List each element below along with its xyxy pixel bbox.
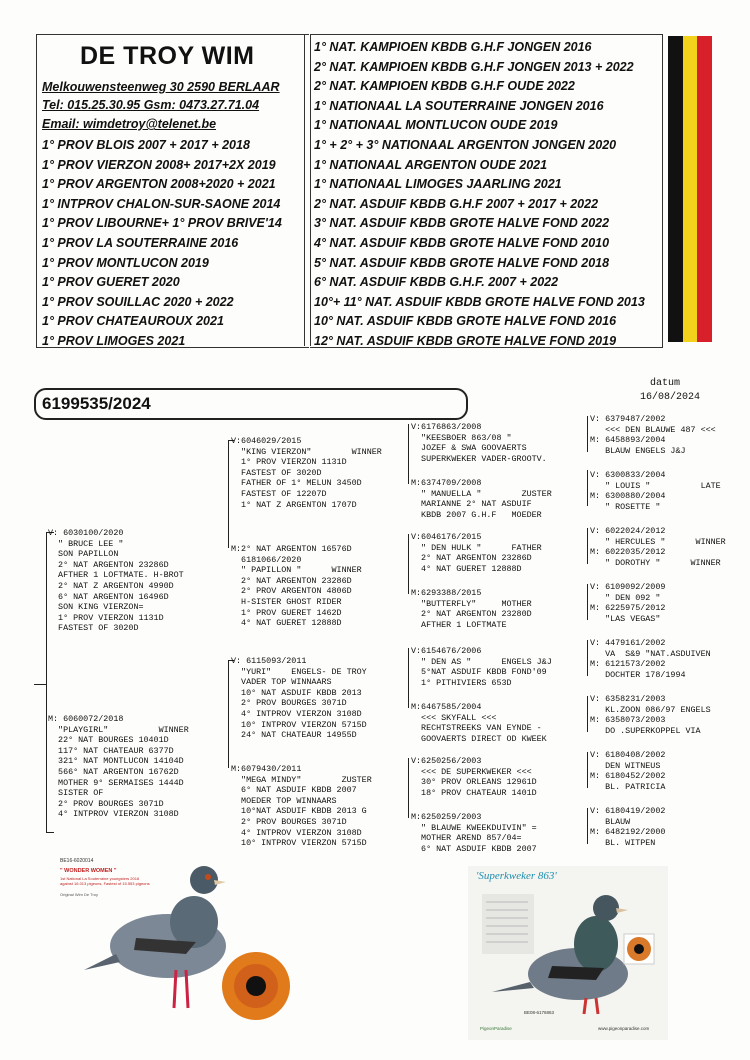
connector-line [46, 832, 54, 833]
photo-left-ring: BE16-6020014 [60, 858, 94, 864]
left-result-item: 1° PROV CHATEAUROUX 2021 [42, 314, 224, 329]
great-great-grandparent-card: V: 6300833/2004 " LOUIS " LATE M: 6300880/2004 " ROSETTE " [590, 470, 721, 512]
right-result-item: 5° NAT. ASDUIF KBDB GROTE HALVE FOND 2018 [314, 255, 610, 270]
left-result-item: 1° INTPROV CHALON-SUR-SAONE 2014 [42, 196, 281, 211]
right-result-item: 2° NAT. ASDUIF KBDB G.H.F 2007 + 2017 + 2022 [314, 196, 599, 211]
great-grandparent-card: M:6293388/2015 "BUTTERFLY" MOTHER 2° NAT ARGENTON 23280D AFTHER 1 LOFTMATE [411, 588, 532, 630]
photo-right-url: www.pigeonparadise.com [598, 1026, 650, 1031]
great-grandparent-card: V:6250256/2003 <<< DE SUPERKWEKER <<< 30° PROV ORLEANS 12961D 18° PROV CHATEAUR 1401D [411, 756, 537, 798]
connector-line [587, 808, 588, 844]
connector-line [228, 660, 229, 768]
left-result-item: 1° PROV BLOIS 2007 + 2017 + 2018 [42, 138, 250, 152]
flag-stripe [668, 36, 683, 342]
photo-right-title: 'Superkweker 863' [476, 870, 557, 882]
grandmother-paternal-card: M:2° NAT ARGENTON 16576D 6181066/2020 " PAPILLON " WINNER 2° NAT ARGENTON 23286D 2° PROV ARGENTON 4806D H-SISTER GHOST RIDER 1° PROV GUERET 1462D 4° NAT GUERET 12888D [231, 544, 362, 629]
right-result-item: 2° NAT. KAMPIOEN KBDB G.H.F JONGEN 2013 + 2022 [314, 59, 634, 74]
right-result-item: 1° NATIONAAL MONTLUCON OUDE 2019 [314, 118, 558, 133]
right-result-item: 6° NAT. ASDUIF KBDB G.H.F. 2007 + 2022 [314, 275, 559, 290]
right-result-item: 10°+ 11° NAT. ASDUIF KBDB GROTE HALVE FOND 2013 [314, 294, 645, 309]
left-result-item: 1° PROV VIERZON 2008+ 2017+2X 2019 [42, 157, 276, 172]
great-grandparent-card: V:6176863/2008 "KEESBOER 863/08 " JOZEF & SWA GOOVAERTS SUPERKWEKER VADER-GROOTV. [411, 422, 547, 464]
connector-line [587, 584, 588, 620]
great-grandparent-card: M:6467585/2004 <<< SKYFALL <<< RECHTSTREEKS VAN EYNDE - GOOVAERTS DIRECT OD KWEEK [411, 702, 547, 744]
mother-card: M: 6060072/2018 "PLAYGIRL" WINNER 22° NAT BOURGES 10401D 117° NAT CHATEAUR 6377D 321° NAT MONTLUCON 14104D 566° NAT ARGENTON 16762D MOTHER 9° SERMAISES 1444D SISTER OF 2° PROV BOURGES 3071D 4° INTPROV VIERZON 3108D [48, 714, 189, 820]
connector-line [587, 470, 588, 506]
datum-value: 16/08/2024 [640, 392, 701, 403]
photo-left-text: 1st National La Souterraine youngsters 2016 against 16.013 pigeons, Fastest of 15.553 pigeons [60, 876, 150, 886]
connector-line [587, 752, 588, 788]
photo-left-name: " WONDER WOMEN " [60, 868, 117, 874]
connector-line [587, 640, 588, 676]
belgian-flag [668, 36, 712, 342]
email-link[interactable]: Email: wimdetroy@telenet.be [42, 117, 217, 131]
grandfather-paternal-card: V:6046029/2015 "KING VIERZON" WINNER 1° PROV VIERZON 1131D FASTEST OF 3020D FATHER OF 1° MELUN 3450D FASTEST OF 12207D 1° NAT Z ARGENTON 1707D [231, 436, 382, 510]
connector-line [587, 528, 588, 564]
right-result-item: 1° + 2° + 3° NATIONAAL ARGENTON JONGEN 2020 [314, 137, 617, 152]
photo-left-caption: Original Wim De Troy [60, 892, 99, 897]
left-result-item: 1° PROV LIMOGES 2021 [42, 333, 186, 348]
great-great-grandparent-card: V: 6180419/2002 BLAUW M: 6482192/2000 BL. WITPEN [590, 806, 666, 848]
provincial-results-list [42, 136, 304, 352]
connector-line [408, 534, 409, 594]
great-great-grandparent-card: V: 4479161/2002 VA S&9 "NAT.ASDUIVEN M: 6121573/2002 DOCHTER 178/1994 [590, 638, 711, 680]
right-result-item: 1° NATIONAAL ARGENTON OUDE 2021 [314, 157, 548, 172]
grandfather-maternal-card: V: 6115093/2011 "YURI" ENGELS- DE TROY VADER TOP WINNAARS 10° NAT ASDUIF KBDB 2013 2° PROV BOURGES 3071D 4° INTPROV VIERZON 3108D 10° INTPROV VIERZON 5715D 24° NAT CHATEAUR 14955D [231, 656, 367, 741]
left-result-item: 1° PROV LA SOUTERRAINE 2016 [42, 235, 239, 250]
flag-stripe [683, 36, 698, 342]
great-grandparent-card: M:6374709/2008 " MANUELLA " ZUSTER MARIANNE 2° NAT ASDUIF KBDB 2007 G.H.F MOEDER [411, 478, 552, 520]
national-results-list [314, 38, 664, 352]
connector-line [408, 648, 409, 708]
address: Melkouwensteenweg 30 2590 BERLAAR [42, 80, 280, 94]
right-result-item: 1° NATIONAAL LIMOGES JAARLING 2021 [314, 177, 562, 192]
right-result-item: 1° NATIONAAL LA SOUTERRAINE JONGEN 2016 [314, 98, 604, 113]
right-result-item: 10° NAT. ASDUIF KBDB GROTE HALVE FOND 2016 [314, 314, 617, 329]
ring-number: 6199535/2024 [42, 394, 151, 413]
connector-line [408, 758, 409, 818]
right-result-item: 3° NAT. ASDUIF KBDB GROTE HALVE FOND 2022 [314, 216, 610, 231]
photo-right-brand: PigeonParadise [480, 1026, 512, 1031]
photo-right-ring: BE08-6176863 [524, 1010, 555, 1015]
photo-right [468, 866, 668, 1040]
right-result-item: 12° NAT. ASDUIF KBDB GROTE HALVE FOND 2019 [314, 333, 617, 348]
great-great-grandparent-card: V: 6180408/2002 DEN WITNEUS M: 6180452/2002 BL. PATRICIA [590, 750, 666, 792]
connector-line [408, 424, 409, 484]
left-result-item: 1° PROV ARGENTON 2008+2020 + 2021 [42, 177, 276, 192]
father-card: V: 6030100/2020 " BRUCE LEE " SON PAPILLON 2° NAT ARGENTON 23286D AFTHER 1 LOFTMATE. H-BROT 2° NAT Z ARGENTON 4990D 6° NAT ARGENTON 16496D SON KING VIERZON= 1° PROV VIERZON 1131D FASTEST OF 3020D [48, 528, 184, 634]
datum-label: datum [650, 378, 681, 389]
pigeon-photo-right [478, 888, 658, 1018]
right-result-item: 4° NAT. ASDUIF KBDB GROTE HALVE FOND 2010 [314, 235, 610, 250]
flag-stripe [697, 36, 712, 342]
left-result-item: 1° PROV SOUILLAC 2020 + 2022 [42, 294, 234, 309]
great-grandparent-card: V:6154676/2006 " DEN AS " ENGELS J&J 5°NAT ASDUIF KBDB FOND'09 1° PITHIVIERS 653D [411, 646, 552, 688]
great-grandparent-card: M:6250259/2003 " BLAUWE KWEEKDUIVIN" = MOTHER AREND 857/04= 6° NAT ASDUIF KBDB 2007 [411, 812, 537, 854]
connector-line [228, 440, 229, 548]
breeder-name: DE TROY WIM [80, 42, 255, 70]
pigeon-photo-left [76, 858, 296, 1028]
connector-line [587, 696, 588, 732]
great-grandparent-card: V:6046176/2015 " DEN HULK " FATHER 2° NAT ARGENTON 23286D 4° NAT GUERET 12888D [411, 532, 542, 574]
great-great-grandparent-card: V: 6358231/2003 KL.ZOON 086/97 ENGELS M: 6358073/2003 DO .SUPERKOPPEL VIA [590, 694, 711, 736]
connector-line [46, 532, 47, 832]
connector-line [587, 416, 588, 452]
phone: Tel: 015.25.30.95 Gsm: 0473.27.71.04 [42, 98, 260, 112]
great-great-grandparent-card: V: 6379487/2002 <<< DEN BLAUWE 487 <<< M: 6458893/2004 BLAUW ENGELS J&J [590, 414, 716, 456]
great-great-grandparent-card: V: 6109092/2009 " DEN 092 " M: 6225975/2012 "LAS VEGAS" [590, 582, 666, 624]
left-result-item: 1° PROV LIBOURNE+ 1° PROV BRIVE'14 [42, 216, 282, 231]
left-result-item: 1° PROV MONTLUCON 2019 [42, 255, 209, 270]
right-result-item: 1° NAT. KAMPIOEN KBDB G.H.F JONGEN 2016 [314, 40, 592, 54]
grandmother-maternal-card: M:6079430/2011 "MEGA MINDY" ZUSTER 6° NAT ASDUIF KBDB 2007 MOEDER TOP WINNAARS 10°NAT ASDUIF KBDB 2013 G 2° PROV BOURGES 3071D 4° INTPROV VIERZON 3108D 10° INTPROV VIERZON 5715D [231, 764, 372, 849]
connector-line [34, 684, 46, 685]
great-great-grandparent-card: V: 6022024/2012 " HERCULES " WINNER M: 6022035/2012 " DOROTHY " WINNER [590, 526, 726, 568]
right-result-item: 2° NAT. KAMPIOEN KBDB G.H.F OUDE 2022 [314, 79, 575, 94]
left-result-item: 1° PROV GUERET 2020 [42, 275, 180, 290]
